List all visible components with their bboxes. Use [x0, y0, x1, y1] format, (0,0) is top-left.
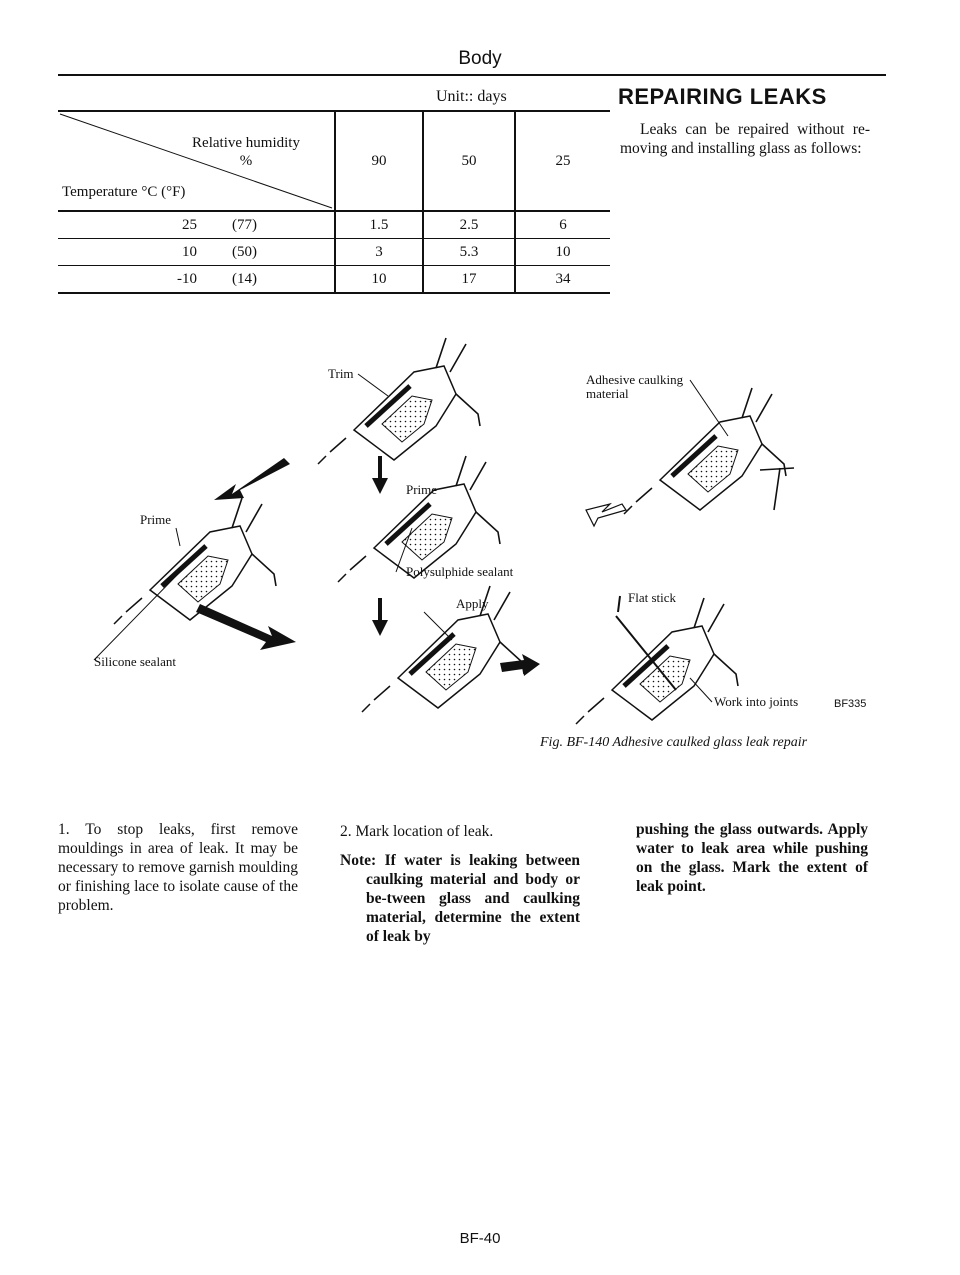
- temperature-label: Temperature °C (°F): [62, 184, 186, 200]
- table-cell: 5.3: [423, 239, 515, 266]
- label-adhesive-caulking: Adhesive caulking: [586, 372, 684, 387]
- table-cell: 6: [515, 211, 610, 239]
- work-joints-leader: [690, 678, 712, 702]
- arrow-icon: [196, 604, 296, 650]
- prime-leader-left: [176, 528, 180, 546]
- table-cell: 2.5: [423, 211, 515, 239]
- page-header-title: Body: [458, 48, 502, 69]
- temperature-cell: -10 (14): [58, 266, 335, 294]
- table-cell: 3: [335, 239, 423, 266]
- body-column-3: pushing the glass outwards. Apply water to leak area while pushing on the glass. Mark the extent of leak point.: [636, 821, 868, 895]
- step-2: 2. Mark location of leak.: [340, 823, 494, 840]
- label-trim: Trim: [328, 366, 354, 381]
- label-polysulphide-sealant: Polysulphide sealant: [406, 564, 514, 579]
- label-prime-left: Prime: [140, 512, 172, 527]
- outline-arrow-icon: [586, 504, 626, 526]
- label-flat-stick: Flat stick: [628, 590, 677, 605]
- relative-humidity-label: Relative humidity %: [192, 135, 300, 169]
- section-title: REPAIRING LEAKS: [618, 84, 827, 109]
- apply-leader: [424, 612, 452, 640]
- table-cell: 34: [515, 266, 610, 294]
- label-adhesive-material: material: [586, 386, 629, 401]
- table-cell: 10: [335, 266, 423, 294]
- panel-diagram-trim: [318, 338, 480, 464]
- temperature-cell: 10 (50): [58, 239, 335, 266]
- down-arrow-icon: [372, 456, 388, 494]
- adhesive-leader: [690, 380, 728, 436]
- temperature-cell: 25 (77): [58, 211, 335, 239]
- label-prime-mid: Prime: [406, 482, 438, 497]
- silicone-leader: [94, 574, 178, 660]
- panel-diagram-left: [114, 498, 276, 624]
- humidity-header: 90: [335, 111, 423, 211]
- right-arrow-icon: [500, 654, 540, 676]
- figure-code: BF335: [834, 698, 867, 710]
- body-column-2: [340, 822, 580, 946]
- panel-diagram-apply: [362, 586, 524, 712]
- body-column-1: 1. To stop leaks, first remove mouldings in area of leak. It may be necessary to remove garnish moulding or finishing lace to isolate cause of the problem.: [58, 821, 298, 914]
- panel-diagram-adhesive: [624, 388, 794, 514]
- table-unit: Unit:: days: [436, 88, 507, 105]
- section-intro: Leaks can be repaired without re-moving and installing glass as follows:: [620, 121, 870, 157]
- label-silicone-sealant: Silicone sealant: [94, 654, 176, 669]
- page-number: BF-40: [459, 1230, 501, 1247]
- table-cell: 17: [423, 266, 515, 294]
- arrow-icon: [214, 458, 290, 500]
- label-work-into-joints: Work into joints: [714, 694, 799, 709]
- label-apply: Apply: [456, 596, 489, 611]
- humidity-header: 50: [423, 111, 515, 211]
- note-paragraph: Note: If water is leaking between caulking material and body or be-tween glass and caulking material, determine the extent of leak by: [340, 852, 580, 945]
- humidity-header: 25: [515, 111, 610, 211]
- trim-leader: [358, 374, 388, 396]
- figure-caption: Fig. BF-140 Adhesive caulked glass leak repair: [540, 735, 808, 750]
- table-cell: 1.5: [335, 211, 423, 239]
- table-cell: 10: [515, 239, 610, 266]
- down-arrow-icon: [372, 598, 388, 636]
